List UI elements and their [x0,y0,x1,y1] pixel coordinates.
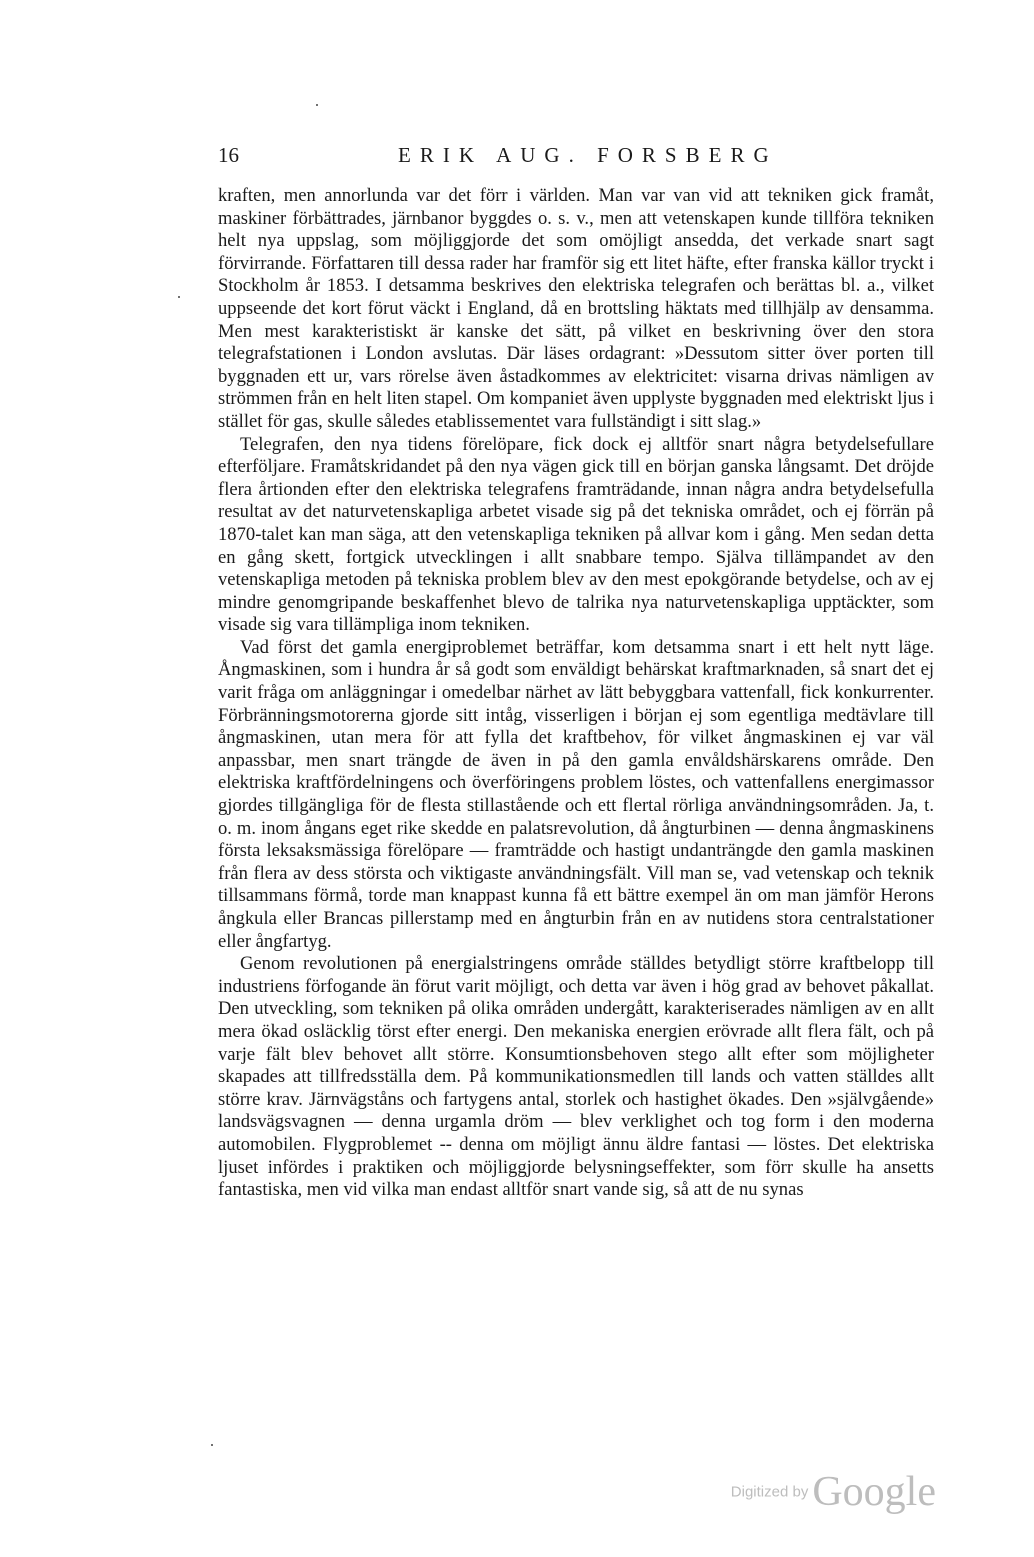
body-text [218,185,934,1202]
print-speck [178,296,180,298]
paragraph: Vad först det gamla energiproblemet beträffar, kom detsamma snart i ett helt nytt läge. Ångmaskinen, som i hundra år så godt som enväldigt behärskat kraftmarknaden, så snart det ej varit fråga om anläggningar i omedelbar närhet av lätt bebyggbara vattenfall, fick konkurrenter. Förbränningsmotorerna gjorde sitt intåg, visserligen i början ej som egentliga medtävlare till ångmaskinen, utan mera för att fylla det kraftbehov, för vilket ångmaskinen ej var väl anpassbar, men snart trängde de även in på den gamla envåldshärskarens område. Den elektriska kraftfördelningens och överföringens problem löstes, och vattenfallens energimassor gjordes tillgängliga för de flesta stillastående och ett flertal rörliga användningsområden. Ja, t. o. m. inom ångans eget rike skedde en palatsrevolution, då ångturbinen — denna ångmaskinens första leksaksmässiga förelöpare — framträdde och hastigt undanträngde den gamla maskinen från flera av dess största och viktigaste användningsfält. Vill man se, vad vetenskap och teknik tillsammans förmå, torde man knappast kunna få ett bättre exempel än om man jämför Herons ångkula eller Brancas pillerstamp med en ångturbin från en av nutidens stora centralstationer eller ångfartyg. [218,636,934,952]
page-header [218,143,934,173]
paragraph: kraften, men annorlunda var det förr i världen. Man var van vid att tekniken gick framåt, maskiner förbättrades, järnbanor byggdes o. s. v., men att vetenskapen kunde tillföra tekniken helt nya uppslag, som möjliggjorde det som omöjligt ansedda, det verkade snart sagt förvirrande. Författaren till dessa rader har framför sig ett litet häfte, efter franska källor tryckt i Stockholm år 1853. I detsamma beskrives den elektriska telegrafen och berättas bl. a., vilket uppseende det kort förut väckt i England, då en brottsling häktats med tillhjälp av densamma. Men mest karakteristiskt är kanske det sätt, på vilket en beskrivning över den stora telegrafstationen i London avslutas. Där läses ordagrant: »Dessutom sitter över porten till byggnaden ett ur, vars rörelse även åstadkommes av elektricitet: visarna drivas nämligen av strömmen från en helt liten stapel. Om kompaniet även upplyste byggnaden med elektriskt ljus i stället för gas, skulle således etablissementet vara fullständigt i sitt slag.» [218,185,934,432]
page-number: 16 [218,143,239,167]
google-logo: Google [812,1469,936,1515]
running-head: ERIK AUG. FORSBERG [398,143,778,167]
print-speck [211,1444,213,1446]
paragraph: Genom revolutionen på energialstringens område ställdes betydligt större kraftbelopp till industriens förfogande än förut varit möjligt, och detta var även i hög grad av behovet påkallat. Den utveckling, som tekniken på olika områden undergått, karakteriserades nämligen av en allt mera ökad osläcklig törst efter energi. Den mekaniska energien erövrade allt flera fält, och på varje fält blev behovet allt större. Konsumtionsbehoven stego allt efter som möjligheter skapades att tillfredsställa dem. På kommunikationsmedlen till lands och vatten ställdes allt större krav. Järnvägståns och fartygens antal, storlek och hastighet ökades. Den »självgående» landsvägsvagnen — denna urgamla dröm — blev verklighet och tog form i den moderna automobilen. Flygproblemet -- denna om möjligt ännu äldre fantasi — löstes. Det elektriska ljuset infördes i praktiken och möjliggjorde belysningseffekter, som förr skulle ha ansetts fantastiska, men vid vilka man endast alltför snart vande sig, så att de nu synas [218,953,934,1201]
digitized-by-google-watermark [731,1468,936,1516]
paragraph: Telegrafen, den nya tidens förelöpare, fick dock ej alltför snart några betydelsefullare efterföljare. Framåtskridandet på den nya vägen gick till en början ganska långsamt. Det dröjde flera årtionden efter den elektriska telegrafens framträdande, innan några andra betydelsefulla resultat av det naturvetenskapliga arbetet visade sig på det tekniska området, och ej förrän på 1870-talet kan man säga, att den vetenskapliga tekniken på allvar kom i gång. Men sedan detta en gång skett, fortgick utvecklingen i allt snabbare tempo. Själva tillämpandet av den vetenskapliga metoden på tekniska problem blev av den mest epokgörande betydelse, och av ej mindre genomgripande beskaffenhet blevo de talrika nya naturvetenskapliga upptäckter, som visade sig vara tillämpliga inom tekniken. [218,433,934,636]
print-speck [316,104,318,106]
watermark-prefix: Digitized by [730,1483,809,1501]
